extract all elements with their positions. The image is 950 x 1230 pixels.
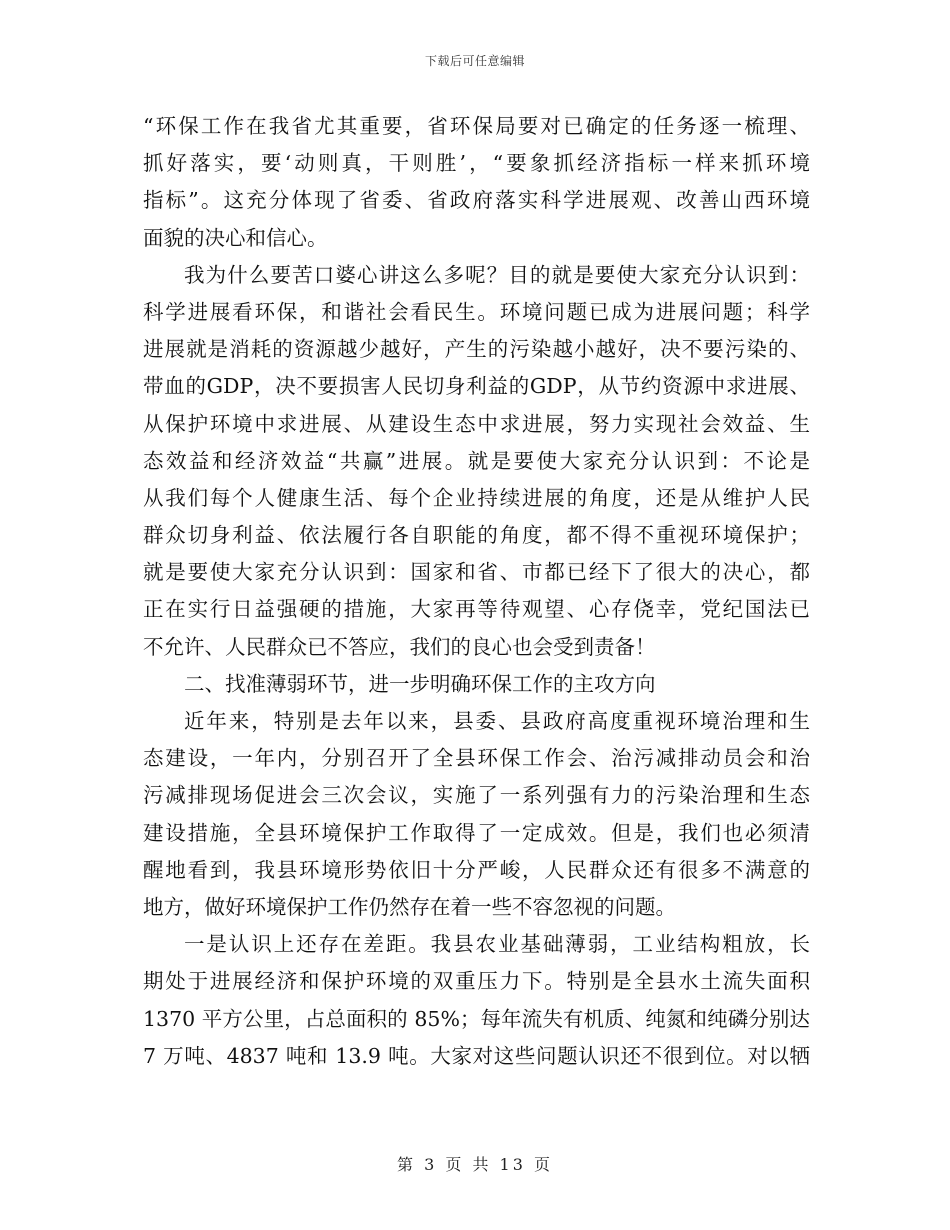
- body-line: 指标”。这充分体现了省委、省政府落实科学进展观、改善山西环境: [143, 188, 810, 213]
- document-body: [143, 108, 810, 1075]
- body-line: 态效益和经济效益“共赢”进展。就是要使大家充分认识到：不论是: [143, 448, 810, 473]
- body-line: 带血的GDP，决不要损害人民切身利益的GDP，从节约资源中求进展、: [143, 374, 810, 399]
- body-line: 我为什么要苦口婆心讲这么多呢？目的就是要使大家充分认识到：: [184, 262, 810, 287]
- page-header: 下载后可任意编辑: [424, 54, 525, 68]
- body-line: 进展就是消耗的资源越少越好，产生的污染越小越好，决不要污染的、: [143, 337, 810, 362]
- section-heading: 二、找准薄弱环节，进一步明确环保工作的主攻方向: [184, 671, 656, 696]
- page-number-footer: 第 3 页 共 13 页: [397, 1155, 553, 1174]
- body-line: 7 万吨、4837 吨和 13.9 吨。大家对这些问题认识还不很到位。对以牺: [143, 1043, 810, 1068]
- body-line: 污减排现场促进会三次会议，实施了一系列强有力的污染治理和生态: [143, 783, 810, 808]
- body-line: 态建设，一年内，分别召开了全县环保工作会、治污减排动员会和治: [143, 746, 810, 771]
- body-line: 不允许、人民群众已不答应，我们的良心也会受到责备！: [143, 634, 656, 659]
- body-line: 面貌的决心和信心。: [143, 225, 328, 250]
- body-line: “环保工作在我省尤其重要，省环保局要对已确定的任务逐一梳理、: [143, 114, 810, 138]
- body-line: 从我们每个人健康生活、每个企业持续进展的角度，还是从维护人民: [143, 485, 810, 510]
- body-line: 期处于进展经济和保护环境的双重压力下。特别是全县水土流失面积: [143, 969, 810, 994]
- body-line: 抓好落实，要‘动则真，干则胜’，“要象抓经济指标一样来抓环境: [143, 151, 810, 176]
- body-line: 群众切身利益、依法履行各自职能的角度，都不得不重视环境保护；: [143, 523, 810, 548]
- body-line: 科学进展看环保，和谐社会看民生。环境问题已成为进展问题；科学: [143, 299, 810, 324]
- body-line: 1370 平方公里，占总面积的 85%；每年流失有机质、纯氮和纯磷分别达: [143, 1006, 810, 1031]
- body-line: 正在实行日益强硬的措施，大家再等待观望、心存侥幸，党纪国法已: [143, 597, 810, 622]
- body-line: 就是要使大家充分认识到：国家和省、市都已经下了很大的决心，都: [143, 560, 810, 585]
- body-line: 地方，做好环境保护工作仍然存在着一些不容忽视的问题。: [143, 894, 676, 919]
- body-line: 从保护环境中求进展、从建设生态中求进展，努力实现社会效益、生: [143, 411, 810, 436]
- body-line: 建设措施，全县环境保护工作取得了一定成效。但是，我们也必须清: [143, 820, 810, 845]
- body-line: 醒地看到，我县环境形势依旧十分严峻，人民群众还有很多不满意的: [143, 857, 810, 882]
- body-line: 一是认识上还存在差距。我县农业基础薄弱，工业结构粗放，长: [184, 932, 810, 957]
- body-line: 近年来，特别是去年以来，县委、县政府高度重视环境治理和生: [184, 709, 810, 733]
